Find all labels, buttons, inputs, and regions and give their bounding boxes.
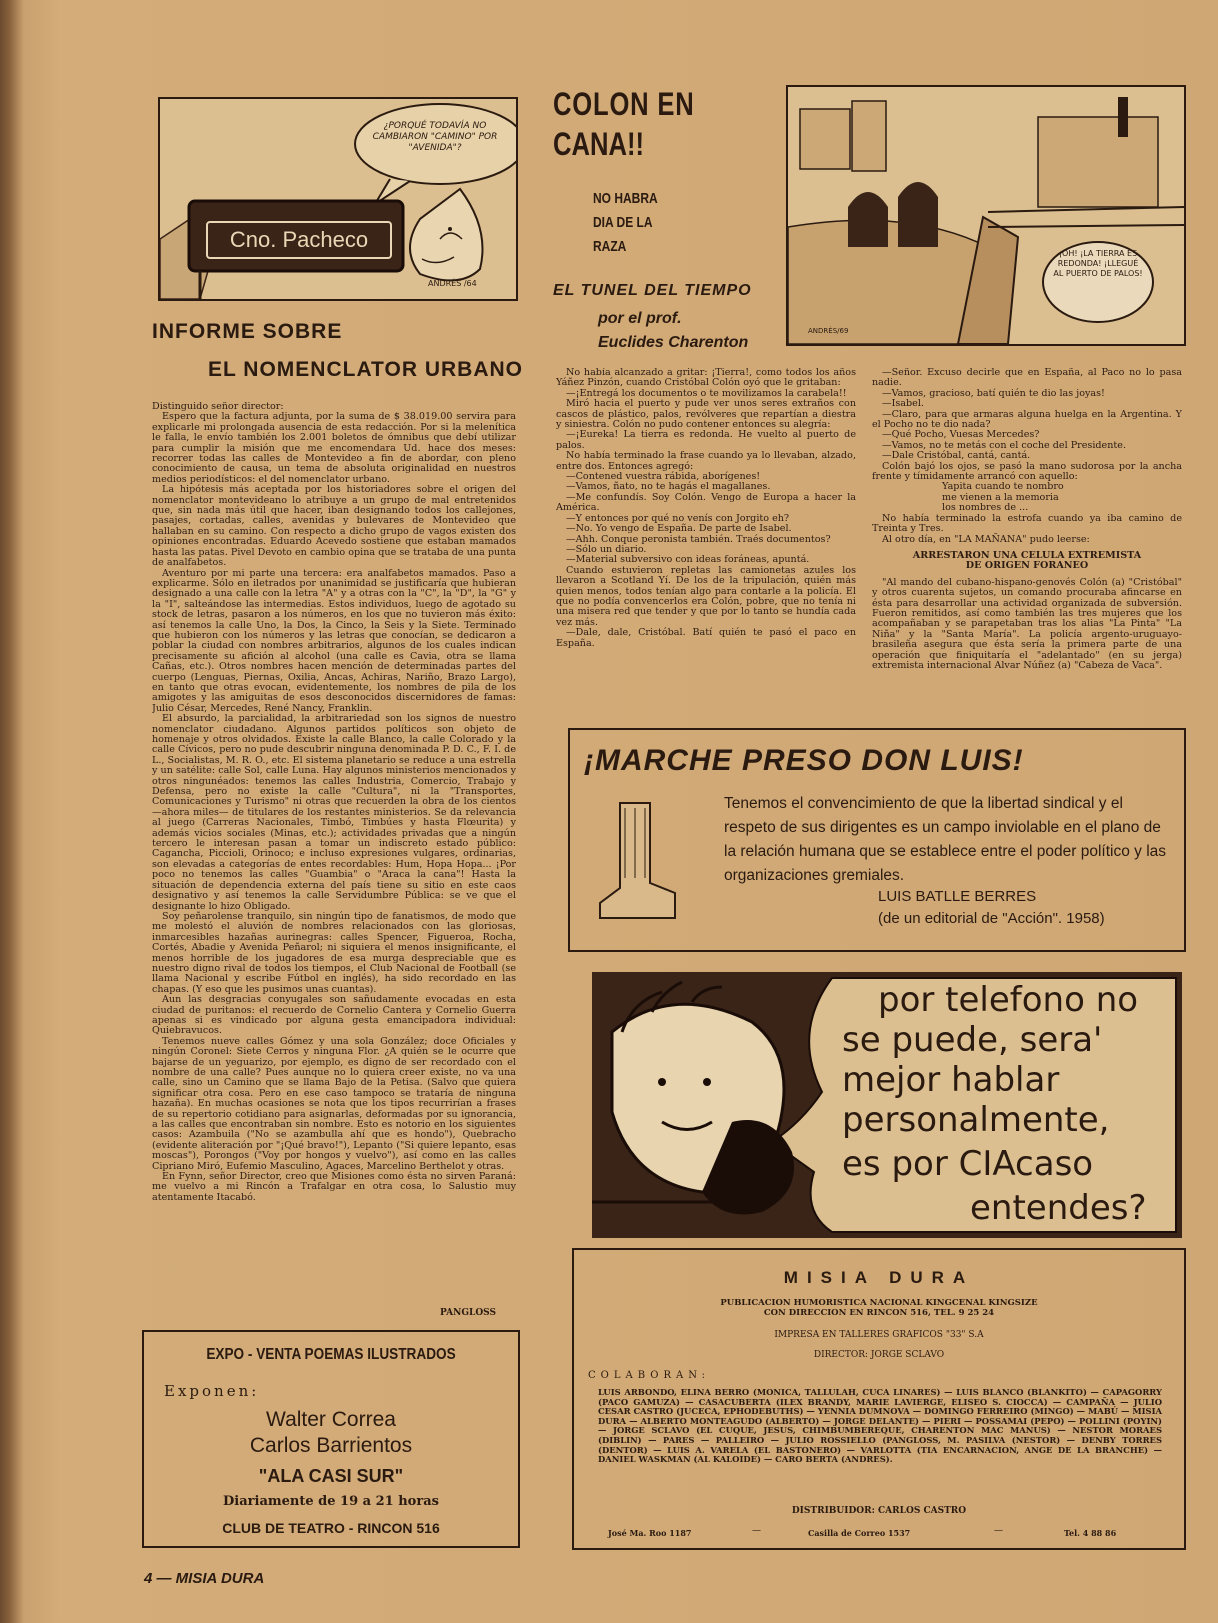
masthead-distributor: DISTRIBUIDOR: CARLOS CASTRO	[791, 1506, 967, 1516]
article-paragraph: La hipótesis más aceptada por los historiadores sobre el origen del nomenclator montevideano lo atribuye a un grupo de mal entretenidos que, sin nada más útil que hacer, iban designando todos los callejones, pasajes, cortadas, calles, avenidas y bulevares de Montevideo que hallaban en su camino. Con respecto a dicho grupo de vagos existen dos opiniones encontradas. Eduardo Acevedo sostiene que estaban mamados hasta las patas. Pivel Devoto en cambio opina que se trataba de una punta de analfabetos.	[152, 484, 516, 569]
colon-paragraph: —Material subversivo con ideas foráneas, apuntá.	[566, 554, 810, 566]
colon-paragraph: No había alcanzado a gritar: ¡Tierra!, como todos los años Yáñez Pinzón, cuando Cristóbal Colón oyó que le gritaban:	[556, 368, 856, 389]
masthead-colaboran-list: LUIS ARBONDO, ELINA BERRO (MONICA, TALLULAH, CUCA LINARES) — LUIS BLANCO (BLANKITO) — CAPAGORRY (PACO GAMUZA) — CASACUBERTA (ILEX BRANDY, MARIE LAVIERGE, ELISEO S. CIOCCA) — CAMPAÑA — JULIO CESAR CASTRO (JUCECA, EPHODEBUTHS) — YENNIA DUMNOVA — DOMINGO FERREIRO (MINGO) — MABÚ — MISIA DURA — ALBERTO MONTEAGUDO (ALBERTO) — JORGE DELANTE) — PIERI — POSSAMAI (PEPO) — POLLINI (POYIN) — JORGE SCLAVO (EL CUQUE, JESUS, CHIMBUMBEREQUE, CHARENTON MAC MANUS) — NESTOR MORAES (DIBLIN) — PARES — PALLEIRO — JULIO ROSSIELLO (PANGLOSS, M. PASILVA (NESTOR) — DENBY TORRES (DENTOR) — LUIS A. VARELA (EL BASTONERO) — VARLOTTA (TIA ENCARNACION, ANGE DE LA BRANCHE) — DANIEL WASKMAN (AL KALOIDE) — CARO BERTA (ANDRES).	[598, 1387, 1162, 1465]
colon-paragraph: —Qué Pocho, Vuesas Mercedes?	[882, 429, 1040, 441]
colon-paragraph: —No. Yo vengo de España. De parte de Isabel.	[566, 523, 792, 535]
colon-paragraph: —Claro, para que armaras alguna huelga en la Argentina. Y el Pocho no te dio nada?	[872, 408, 1182, 431]
phone-line: entendes?	[970, 1188, 1147, 1228]
masthead-dash: —	[752, 1526, 761, 1536]
phone-line: por telefono no	[878, 980, 1139, 1020]
article-paragraph: Espero que la factura adjunta, por la suma de $ 38.019.00 servira para explicarle mi prolongada ausencia de esta redacción. Por si la melenítica le falla, le envío también los 2.001 boletos de ómnibus que debí utilizar para cumplir la misión que me encomendara Ud. hace dos meses: recorrer todas las calles de Montevideo a fin de abordar, con pleno conocimiento de causa, un tema de absoluta originalidad en nuestros medios periodísticos: el del nomenclator urbano.	[152, 411, 516, 485]
colon-paragraph: —¡Eureka! La tierra es redonda. He vuelto al puerto de palos.	[556, 429, 856, 451]
cartoon-signature: ANDRÉS /64	[428, 279, 477, 288]
article-paragraph: Aun las desgracias conyugales son sañudamente evocadas en esta ciudad de puritanos: el recuerdo de Cornelio Cantera y Cornelio Guerra apenas si es vindicado por alguna gesta emancipadora individual: Quiebravucos.	[152, 994, 516, 1037]
phone-line: es por CIAcaso	[842, 1144, 1094, 1184]
marche-source: (de un editorial de "Acción". 1958)	[878, 910, 1105, 927]
masthead-address: José Ma. Roo 1187	[608, 1528, 692, 1538]
colon-paragraph: Al otro día, en "LA MAÑANA" pudo leerse:	[882, 533, 1090, 545]
marche-author: LUIS BATLLE BERRES	[878, 888, 1037, 905]
page-footer-visible: 4 — MISIA DURA	[144, 1570, 265, 1587]
expo-artist: Walter Correa	[266, 1408, 396, 1431]
masthead-colaboran-label: COLABORAN:	[588, 1370, 710, 1381]
colon-final-paragraph: "Al mando del cubano-hispano-genovés Colón (a) "Cristóbal" y otros cuarenta sujetos, un comando procuraba afincarse en ésta para desarrollar una actividad organizada de subversión. Fueron remitidos, así como también las tres mujeres que los acompañaban y se parapetaban tras los alias "La Pinta" "La Niña" y la "Santa María". La policía argento-uruguayo-brasileña asegura que ésta sería la primera parte de una operación que finiquitaría el "adelantado" (en su jerga) extremista internacional Alvar Núñez (a) "Cabeza de Vaca".	[872, 576, 1182, 671]
colon-byline-1: por el prof.	[598, 310, 682, 327]
colon-subhead: ARRESTARON UNA CELULA EXTREMISTA	[912, 549, 1142, 561]
street-sign-text: Cno. Pacheco	[206, 221, 392, 259]
cartoon-speech: ¿PORQUÉ TODAVÍA NO CAMBIARON "CAMINO" POR "AVENIDA"?	[372, 121, 498, 153]
colon-paragraph: Cuando estuvieron repletas las camionetas azules los llevaron a Scotland Yí. De los de la tripulación, quién más quien menos, todos tenían algo para contarle a la policía. El que no podía convencerlos era Colón, pobre, que no tenía ni una misera red que tender y que por lo tanto se hundía cada vez más.	[556, 564, 856, 628]
colon-cartoon	[786, 85, 1186, 346]
colon-headline-1: COLON EN	[553, 86, 695, 122]
expo-title: EXPO - VENTA POEMAS ILUSTRADOS	[206, 1346, 456, 1363]
colon-paragraph: —Sólo un diario.	[566, 543, 647, 555]
colon-paragraph: —Vamos, gracioso, batí quién te dio las joyas!	[882, 387, 1105, 399]
colon-paragraph: No había terminado la frase cuando ya lo llevaban, alzado, entre dos. Entonces agregó:	[556, 450, 856, 472]
colon-paragraph: —Señor. Excuso decirle que en España, al Paco no lo pasa nadie.	[872, 368, 1182, 389]
masthead-pub-line: CON DIRECCION EN RINCON 516, TEL. 9 25 24	[763, 1308, 995, 1318]
expo-club: CLUB DE TEATRO - RINCON 516	[222, 1520, 440, 1536]
street-sign-cartoon	[158, 97, 518, 301]
colon-paragraph: —Vamos, ñato, no te hagás el magallanes.	[566, 481, 771, 493]
marche-title: ¡MARCHE PRESO DON LUIS!	[584, 744, 1024, 777]
colon-paragraph: —Y entonces por qué no venís con Jorgito eh?	[566, 512, 790, 524]
cartoon-bubble-text: ¡OH! ¡LA TIERRA ES REDONDA! ¡LLEGUÉ AL PUERTO DE PALOS!	[1053, 249, 1143, 278]
colon-paragraph: Colón bajó los ojos, se pasó la mano sudorosa por la ancha frente y tímidamente arrancó con aquello:	[872, 460, 1182, 483]
colon-paragraph: —Dale Cristóbal, cantá, cantá.	[882, 450, 1031, 462]
colon-subhead-3: RAZA	[593, 238, 627, 255]
colon-subhead-2: DIA DE LA	[593, 214, 653, 231]
article-title: EL NOMENCLATOR URBANO	[208, 358, 523, 381]
article-kicker: INFORME SOBRE	[152, 320, 343, 343]
expo-venue: "ALA CASI SUR"	[258, 1466, 404, 1486]
colon-section: EL TUNEL DEL TIEMPO	[553, 282, 752, 299]
marche-preso-box	[568, 728, 1186, 952]
masthead-box	[572, 1248, 1186, 1550]
masthead-title: MISIA DURA	[783, 1268, 975, 1287]
article-paragraph: Aventuro por mi parte una tercera: era analfabetos mamados. Paso a explicarme. Sólo en iletrados por unanimidad se justificaría que hubieran designado a una calle con la letra "A" y a otras con la "C", la "D", la "G" y la "I", salteándose las intermedias. Estos individuos, luego de agotado su stock de letras, pasaron a los números, en los que no tuvieron más éxito: así tenemos la calle Uno, la Dos, la Cinco, la Seis y la Siete. Terminado que hubieron con los números y las letras que conocían, se dedicaron a poblar la ciudad con nombres arbitrarios, algunos de los cuales indican precisamente su afición al alcohol (una calle es Cavia, otra se llama Cañas, etc.). Otros nombres hacen mención de determinadas partes del cuerpo (Lenguas, Piernas, Oxilia, Ancas, Achiras, Nariño, Brazo Largo), en tanto que otras evocan, evidentemente, los nombres de pila de los amigotes y las amiguitas de esos desconocidos discernidores de famas: Julio César, Mercedes, René Nancy, Franklin.	[152, 567, 516, 714]
colon-paragraph: —Ahh. Conque peronista también. Traés documentos?	[566, 533, 831, 545]
colon-paragraph: —Me confundís. Soy Colón. Vengo de Europa a hacer la América.	[556, 491, 856, 514]
cartoon-signature: ANDRÉS/69	[808, 327, 849, 335]
colon-column-2	[872, 368, 1182, 708]
boot-icon	[590, 798, 680, 928]
colon-paragraph: —Vamos, no te metás con el coche del Presidente.	[882, 439, 1126, 451]
colon-headline-2: CANA!!	[553, 126, 644, 162]
verse-line: me vienen a la memoria	[942, 491, 1059, 503]
verse-line: Yapita cuando te nombro	[942, 481, 1064, 493]
masthead-tel: Tel. 4 88 86	[1064, 1528, 1117, 1538]
article-paragraph: En Fynn, señor Director, creo que Misiones como ésta no sirven Paraná: me vuelvo a mi Rincón a Trafalgar en otra cosa, lo Salustio muy atentamente Itacabó.	[152, 1171, 516, 1203]
expo-artist: Carlos Barrientos	[249, 1434, 413, 1457]
article-paragraph: El absurdo, la parcialidad, la arbitrariedad son los signos de nuestro nomenclator ciudadano. Algunos partidos políticos son objeto de homenaje y otros olvidados. Existe la calle Blanco, la calle Colorado y la calle Cívicos, pero no pude descubrir ninguna denominada P. D. C., F. I. de L., Socialistas, M. R. O., etc. El sistema planetario se reduce a una estrella y un satélite: calle Sol, calle Luna. Hay algunos ministerios mencionados y otros ningunéados: tenemos las calles Industria, Comercio, Trabajo y Defensa, pero no existe la calle "Cultura", ni la "Transportes, Comunicaciones y Turismo" ni otras que recuerden la obra de los cientos —ahora miles— de titulares de los restantes ministerios. Se da relevancia al juego (Carreras Nacionales, Timbó, Timbúes y hasta Flœurita) y además vicios sociales (Minas, etc.); actividades privadas que a ningún tercero le interesan pasan a tomar un indiscreto estado público: Caganchа, Piccioli, Orinoco; e incluso expresiones vulgares, ordinarias, son elevadas a categorías de entes recordables: Hum, Hopa Hopa... ¡Por poco no tenemos las calles "Guambia" o "Araca la cana"! Hasta la situación de dependencia externa del país tiene su sitio en este caos designativo y así tenemos la calle Servidumbre Pública: se ve que el designante lo hizo Obligado.	[152, 713, 516, 912]
colon-column-1	[556, 368, 856, 708]
colon-paragraph: —Contened vuestra rábida, aborígenes!	[566, 471, 761, 483]
masthead-dash: —	[994, 1526, 1003, 1536]
verse-line: los nombres de ...	[942, 502, 1029, 514]
expo-exponen-label: Exponen:	[164, 1382, 260, 1400]
masthead-casilla: Casilla de Correo 1537	[808, 1528, 911, 1538]
colon-byline-2: Euclides Charenton	[598, 334, 749, 351]
marche-quote: Tenemos el convencimiento de que la libertad sindical y el respeto de sus dirigentes es un campo inviolable en el plano de la relación humana que se establece entre el poder político y las organizaciones gremiales.	[724, 795, 1167, 884]
article-signoff-visible: PANGLOSS	[440, 1308, 496, 1318]
colon-subhead: DE ORIGEN FORANEO	[965, 560, 1089, 572]
expo-venta-ad	[142, 1330, 520, 1548]
masthead-printer: IMPRESA EN TALLERES GRAFICOS "33" S.A	[774, 1330, 984, 1340]
article-paragraph: Tenemos nueve calles Gómez y una sola González; doce Oficiales y ningún Coronel: Siete Cerros y ninguna Flor. ¿A quién se le ocurre que bajarse de un yeguarizo, por ejemplo, es digno de ser recordado con el nombre de una calle? Pues aunque no lo quiera creer existe, no va una calle, sino un Camino que se llama Bajo de la Petisa. (Salvo que quiera significar otra cosa. Pero en ese caso tampoco se trataría de ninguna hazaña). En muchas ocasiones se nota que los tipos recurrirían a frases de su repertorio cotidiano para asignarlas, deformadas por su ignorancia, a las calles que encontraban sin nombre. Esto es notorio en los siguientes casos: Azambuila ("No se azambulla ahí que es hondo"), Quebracho (evidente aliteración por "¡Qué bravo!"), Lepanto ("Si quiere lepanto, esas moscas"), Porongos ("Voy por hongos y vuelvo"), así como en las calles Cipriano Miró, Eufemio Masculino, Agaces, Marcelino Berthelot y otras.	[152, 1035, 516, 1172]
colon-paragraph: —Dale, dale, Cristóbal. Batí quién te pasó el paco en España.	[556, 627, 856, 649]
colon-paragraph: Miró hacia el puerto y pude ver unos seres extraños con cascos de plástico, palos, revólveres que repartían a diestra y siniestra. Colón no pudo contener entonces su alegría:	[556, 398, 856, 431]
phone-line: personalmente,	[842, 1100, 1110, 1140]
masthead-director: DIRECTOR: JORGE SCLAVO	[813, 1350, 945, 1360]
colon-cartoon-drawing	[788, 87, 1184, 344]
phone-line: se puede, sera'	[842, 1020, 1103, 1060]
masthead-pub-line: PUBLICACION HUMORISTICA NACIONAL KINGCENAL KINGSIZE	[720, 1298, 1038, 1308]
colon-paragraph: —Isabel.	[882, 398, 924, 410]
phone-cartoon	[592, 972, 1182, 1238]
colon-paragraph: No había terminado la estrofa cuando ya iba camino de Treinta y Tres.	[872, 512, 1182, 535]
phone-line: mejor hablar	[842, 1060, 1060, 1100]
article-paragraph: Soy peñarolense tranquilo, sin ningún tipo de fanatismos, de modo que me molestó el aluvión de nombres relacionados con las gloriosas, inmarcesibles hazañas aurinegras: calles Spencer, Figueroa, Rocha, Cortés, Abadie y Avenida Peñarol; ni siquiera el menos insignificante, el menos horrible de los jugadores de esa murga despreciable que es nuestro digno rival de todos los tiempos, el Club Nacional de Football (se llama Nacional y escribe Fútbol en inglés), ha sido recordado en las chapas. (Y eso que les pusimos unas cuantas).	[152, 910, 516, 995]
colon-subhead-1: NO HABRA	[593, 190, 658, 207]
colon-paragraph: —¡Entregá los documentos o te movilizamos la carabela!!	[566, 387, 847, 399]
expo-hours: Diariamente de 19 a 21 horas	[223, 1494, 439, 1509]
article-greeting: Distinguido señor director:	[152, 402, 284, 412]
